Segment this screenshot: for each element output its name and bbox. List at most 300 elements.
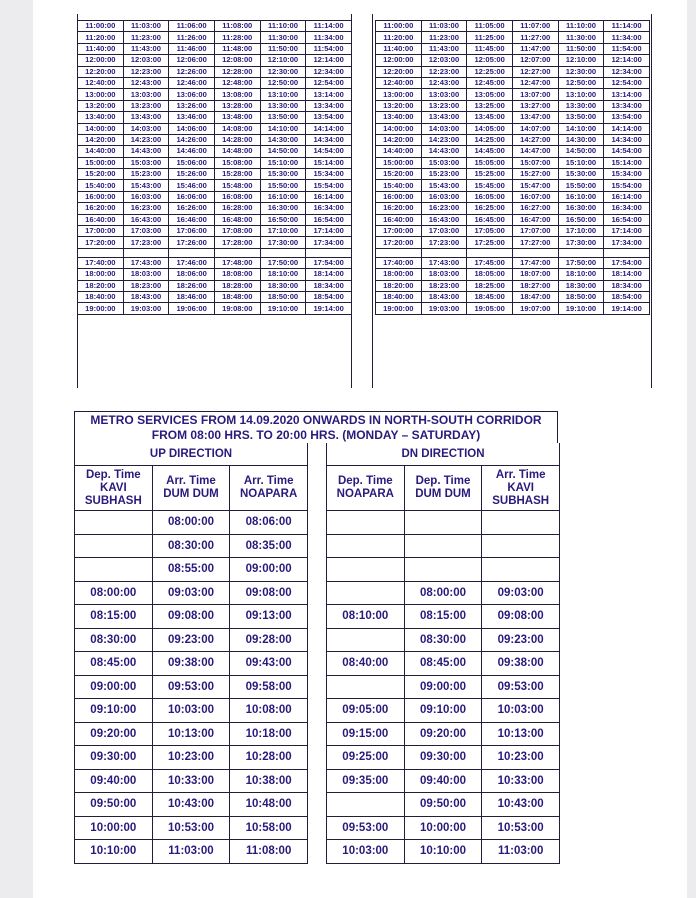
time-cell: 15:20:00 [78, 169, 124, 180]
table-row [327, 652, 560, 676]
time-cell: 14:10:00 [558, 123, 604, 134]
time-cell [404, 558, 482, 582]
table-row [376, 123, 650, 134]
time-cell: 11:23:00 [123, 32, 169, 43]
time-cell: 13:23:00 [421, 100, 467, 111]
time-cell: 17:06:00 [169, 226, 215, 237]
time-cell: 12:54:00 [306, 77, 352, 88]
time-cell: 17:34:00 [604, 237, 650, 248]
table-row [78, 66, 352, 77]
table-row [327, 699, 560, 723]
table-row [78, 291, 352, 302]
time-cell: 14:00:00 [376, 123, 422, 134]
time-cell: 17:20:00 [78, 237, 124, 248]
time-cell: 09:08:00 [152, 605, 230, 629]
time-cell: 14:00:00 [78, 123, 124, 134]
time-cell: 11:50:00 [260, 43, 306, 54]
time-cell: 09:00:00 [75, 675, 153, 699]
table-row [78, 214, 352, 225]
time-cell: 12:03:00 [123, 55, 169, 66]
time-cell: 19:00:00 [376, 303, 422, 314]
timetable-left-block [77, 20, 352, 315]
table-row [78, 269, 352, 280]
time-cell [214, 248, 260, 257]
time-cell: 09:50:00 [75, 793, 153, 817]
column-header [230, 466, 308, 511]
time-cell: 15:34:00 [604, 169, 650, 180]
time-cell: 10:03:00 [482, 699, 560, 723]
time-cell: 11:45:00 [467, 43, 513, 54]
table-row [327, 769, 560, 793]
time-cell [558, 248, 604, 257]
time-cell: 16:20:00 [78, 203, 124, 214]
table-row [75, 558, 308, 582]
time-cell: 17:27:00 [512, 237, 558, 248]
time-cell: 14:06:00 [169, 123, 215, 134]
table-row [75, 652, 308, 676]
table-row [376, 55, 650, 66]
table-row [78, 32, 352, 43]
time-cell: 09:38:00 [482, 652, 560, 676]
time-cell: 15:06:00 [169, 157, 215, 168]
table-row [75, 840, 308, 864]
time-cell: 15:54:00 [306, 180, 352, 191]
table-row [75, 769, 308, 793]
table-row [376, 89, 650, 100]
time-cell: 09:20:00 [404, 722, 482, 746]
time-cell: 12:30:00 [558, 66, 604, 77]
time-cell: 10:03:00 [327, 840, 405, 864]
time-cell: 15:26:00 [169, 169, 215, 180]
time-cell: 18:40:00 [376, 291, 422, 302]
time-cell: 18:07:00 [512, 269, 558, 280]
time-cell: 18:40:00 [78, 291, 124, 302]
time-cell: 11:54:00 [306, 43, 352, 54]
time-cell: 13:50:00 [260, 112, 306, 123]
time-cell: 15:23:00 [123, 169, 169, 180]
time-cell: 15:40:00 [78, 180, 124, 191]
time-cell: 09:50:00 [404, 793, 482, 817]
time-cell: 18:08:00 [214, 269, 260, 280]
time-cell: 18:14:00 [306, 269, 352, 280]
time-cell: 12:14:00 [306, 55, 352, 66]
time-cell: 09:08:00 [230, 581, 308, 605]
time-cell: 16:40:00 [376, 214, 422, 225]
time-cell: 13:14:00 [604, 89, 650, 100]
time-cell: 18:50:00 [558, 291, 604, 302]
time-cell: 17:20:00 [376, 237, 422, 248]
time-cell: 15:10:00 [260, 157, 306, 168]
time-cell: 12:46:00 [169, 77, 215, 88]
up-direction-label: UP DIRECTION [74, 443, 308, 465]
time-cell: 08:35:00 [230, 534, 308, 558]
table-row [75, 746, 308, 770]
time-cell: 15:00:00 [78, 157, 124, 168]
time-cell: 13:47:00 [512, 112, 558, 123]
time-cell: 13:30:00 [260, 100, 306, 111]
right-block-border [372, 14, 373, 388]
time-cell: 11:14:00 [604, 21, 650, 32]
time-cell: 13:06:00 [169, 89, 215, 100]
time-cell: 17:23:00 [421, 237, 467, 248]
column-header-line: KAVI [507, 481, 534, 494]
table-row [327, 511, 560, 535]
time-cell: 17:03:00 [123, 226, 169, 237]
time-cell: 12:06:00 [169, 55, 215, 66]
time-cell: 11:25:00 [467, 32, 513, 43]
table-row [376, 191, 650, 202]
time-cell: 08:45:00 [75, 652, 153, 676]
time-cell: 16:45:00 [467, 214, 513, 225]
time-cell: 15:10:00 [558, 157, 604, 168]
table-row [78, 191, 352, 202]
time-cell: 08:00:00 [404, 581, 482, 605]
time-cell: 17:50:00 [558, 257, 604, 268]
table-row [78, 303, 352, 314]
time-cell: 17:43:00 [421, 257, 467, 268]
time-cell: 15:25:00 [467, 169, 513, 180]
time-cell: 12:34:00 [306, 66, 352, 77]
time-cell: 17:47:00 [512, 257, 558, 268]
time-cell: 12:10:00 [260, 55, 306, 66]
time-cell: 12:00:00 [78, 55, 124, 66]
table-row [376, 32, 650, 43]
time-cell [512, 248, 558, 257]
time-cell: 16:43:00 [421, 214, 467, 225]
column-header-line: Dep. Time [415, 475, 471, 487]
time-cell: 14:23:00 [123, 134, 169, 145]
time-cell: 09:00:00 [230, 558, 308, 582]
column-header-line: NOAPARA [240, 488, 298, 500]
time-cell [482, 511, 560, 535]
time-cell: 13:40:00 [78, 112, 124, 123]
time-cell: 14:54:00 [604, 146, 650, 157]
table-row [376, 157, 650, 168]
time-cell: 08:30:00 [152, 534, 230, 558]
time-cell: 13:08:00 [214, 89, 260, 100]
time-cell: 18:43:00 [421, 291, 467, 302]
time-cell: 15:03:00 [123, 157, 169, 168]
time-cell: 17:00:00 [78, 226, 124, 237]
time-cell: 09:03:00 [482, 581, 560, 605]
time-cell: 18:23:00 [123, 280, 169, 291]
time-cell: 13:10:00 [260, 89, 306, 100]
time-cell: 16:23:00 [421, 203, 467, 214]
time-cell: 17:14:00 [604, 226, 650, 237]
time-cell: 14:30:00 [558, 134, 604, 145]
time-cell: 14:45:00 [467, 146, 513, 157]
time-cell: 13:54:00 [306, 112, 352, 123]
time-cell: 15:14:00 [604, 157, 650, 168]
time-cell: 18:34:00 [604, 280, 650, 291]
time-cell: 15:45:00 [467, 180, 513, 191]
time-cell: 15:27:00 [512, 169, 558, 180]
time-cell: 12:40:00 [78, 77, 124, 88]
time-cell: 09:10:00 [404, 699, 482, 723]
time-cell: 14:50:00 [558, 146, 604, 157]
column-header [152, 466, 230, 511]
time-cell: 14:26:00 [169, 134, 215, 145]
column-header-line: Dep. Time [337, 475, 393, 487]
time-cell: 10:48:00 [230, 793, 308, 817]
time-cell: 11:28:00 [214, 32, 260, 43]
time-cell: 14:05:00 [467, 123, 513, 134]
time-cell: 13:50:00 [558, 112, 604, 123]
time-cell: 16:50:00 [260, 214, 306, 225]
time-cell: 16:54:00 [604, 214, 650, 225]
time-cell: 16:20:00 [376, 203, 422, 214]
time-cell: 14:54:00 [306, 146, 352, 157]
time-cell: 12:25:00 [467, 66, 513, 77]
time-cell: 08:40:00 [327, 652, 405, 676]
table-row [75, 793, 308, 817]
time-cell: 14:40:00 [376, 146, 422, 157]
time-cell [327, 581, 405, 605]
time-cell: 13:43:00 [421, 112, 467, 123]
time-cell: 12:50:00 [260, 77, 306, 88]
time-cell: 19:05:00 [467, 303, 513, 314]
time-cell: 12:34:00 [604, 66, 650, 77]
time-cell: 10:00:00 [404, 816, 482, 840]
time-cell: 17:43:00 [123, 257, 169, 268]
column-header-line: SUBHASH [84, 494, 142, 507]
time-cell: 17:26:00 [169, 237, 215, 248]
time-cell: 12:48:00 [214, 77, 260, 88]
time-cell: 15:50:00 [260, 180, 306, 191]
time-cell: 14:40:00 [78, 146, 124, 157]
time-cell: 13:07:00 [512, 89, 558, 100]
time-cell: 14:46:00 [169, 146, 215, 157]
time-cell: 10:08:00 [230, 699, 308, 723]
time-cell: 13:48:00 [214, 112, 260, 123]
time-cell: 16:46:00 [169, 214, 215, 225]
left-block-border [77, 14, 78, 388]
table-row [376, 269, 650, 280]
time-cell: 19:03:00 [123, 303, 169, 314]
column-header [404, 466, 482, 511]
time-cell: 09:40:00 [75, 769, 153, 793]
table-row [376, 248, 650, 257]
time-cell: 15:43:00 [421, 180, 467, 191]
time-cell [482, 534, 560, 558]
time-cell: 17:28:00 [214, 237, 260, 248]
time-cell: 12:40:00 [376, 77, 422, 88]
time-cell: 17:05:00 [467, 226, 513, 237]
table-row [78, 226, 352, 237]
time-cell: 16:30:00 [260, 203, 306, 214]
time-cell: 18:48:00 [214, 291, 260, 302]
time-cell: 16:50:00 [558, 214, 604, 225]
time-cell: 17:23:00 [123, 237, 169, 248]
time-cell: 16:48:00 [214, 214, 260, 225]
time-cell [604, 248, 650, 257]
time-cell: 17:45:00 [467, 257, 513, 268]
time-cell: 16:23:00 [123, 203, 169, 214]
time-cell: 17:10:00 [260, 226, 306, 237]
time-cell: 17:40:00 [78, 257, 124, 268]
time-cell: 11:06:00 [169, 21, 215, 32]
table-row [376, 77, 650, 88]
table-row [75, 534, 308, 558]
time-cell: 18:20:00 [78, 280, 124, 291]
time-cell: 11:50:00 [558, 43, 604, 54]
time-cell [75, 511, 153, 535]
time-cell: 12:45:00 [467, 77, 513, 88]
time-cell: 18:54:00 [604, 291, 650, 302]
header-line2: FROM 08:00 HRS. TO 20:00 HRS. (MONDAY – SATURDAY) [151, 428, 481, 442]
time-cell: 17:40:00 [376, 257, 422, 268]
time-cell: 17:30:00 [558, 237, 604, 248]
time-cell: 15:20:00 [376, 169, 422, 180]
table-row [75, 722, 308, 746]
time-cell: 16:00:00 [376, 191, 422, 202]
time-cell: 18:46:00 [169, 291, 215, 302]
time-cell: 15:40:00 [376, 180, 422, 191]
time-cell: 14:30:00 [260, 134, 306, 145]
time-cell: 14:08:00 [214, 123, 260, 134]
time-cell: 18:28:00 [214, 280, 260, 291]
time-cell: 11:46:00 [169, 43, 215, 54]
time-cell: 14:34:00 [604, 134, 650, 145]
time-cell: 11:34:00 [604, 32, 650, 43]
table-row [78, 134, 352, 145]
time-cell: 18:03:00 [421, 269, 467, 280]
time-cell: 09:23:00 [482, 628, 560, 652]
time-cell: 15:08:00 [214, 157, 260, 168]
column-header-line: Dep. Time [85, 468, 141, 481]
time-cell: 13:20:00 [376, 100, 422, 111]
column-header-line: NOAPARA [336, 488, 394, 500]
time-cell: 11:30:00 [558, 32, 604, 43]
time-cell: 11:05:00 [467, 21, 513, 32]
time-cell: 13:00:00 [376, 89, 422, 100]
table-row [78, 157, 352, 168]
time-cell: 18:14:00 [604, 269, 650, 280]
time-cell: 10:13:00 [152, 722, 230, 746]
time-cell: 19:14:00 [604, 303, 650, 314]
table-row [75, 511, 308, 535]
time-cell [327, 558, 405, 582]
table-row [376, 214, 650, 225]
time-cell: 09:25:00 [327, 746, 405, 770]
right-block-border [651, 14, 652, 388]
time-cell: 10:53:00 [482, 816, 560, 840]
time-cell [327, 534, 405, 558]
table-row [78, 203, 352, 214]
time-cell: 11:00:00 [376, 21, 422, 32]
time-cell: 11:30:00 [260, 32, 306, 43]
time-cell: 09:40:00 [404, 769, 482, 793]
time-cell: 17:07:00 [512, 226, 558, 237]
table-row [376, 112, 650, 123]
time-cell: 09:08:00 [482, 605, 560, 629]
table-row [327, 840, 560, 864]
time-cell: 11:27:00 [512, 32, 558, 43]
time-cell: 17:46:00 [169, 257, 215, 268]
table-row [376, 134, 650, 145]
time-cell: 16:14:00 [306, 191, 352, 202]
table-row [78, 43, 352, 54]
table-row [327, 605, 560, 629]
time-cell: 16:54:00 [306, 214, 352, 225]
table-row [78, 237, 352, 248]
time-cell: 08:10:00 [327, 605, 405, 629]
time-cell: 12:26:00 [169, 66, 215, 77]
time-cell: 09:53:00 [152, 675, 230, 699]
table-row [75, 816, 308, 840]
table-row [78, 248, 352, 257]
time-cell: 10:03:00 [152, 699, 230, 723]
time-cell: 16:06:00 [169, 191, 215, 202]
time-cell: 15:50:00 [558, 180, 604, 191]
time-cell: 10:10:00 [404, 840, 482, 864]
time-cell: 09:20:00 [75, 722, 153, 746]
time-cell: 18:54:00 [306, 291, 352, 302]
time-cell: 17:34:00 [306, 237, 352, 248]
time-cell: 18:30:00 [260, 280, 306, 291]
time-cell: 18:00:00 [376, 269, 422, 280]
time-cell [123, 248, 169, 257]
table-row [327, 675, 560, 699]
time-cell: 16:03:00 [123, 191, 169, 202]
time-cell: 16:25:00 [467, 203, 513, 214]
time-cell: 09:53:00 [327, 816, 405, 840]
time-cell: 19:06:00 [169, 303, 215, 314]
time-cell: 08:15:00 [75, 605, 153, 629]
column-header-line: SUBHASH [492, 494, 550, 507]
time-cell: 08:00:00 [152, 511, 230, 535]
time-cell: 13:28:00 [214, 100, 260, 111]
time-cell: 17:30:00 [260, 237, 306, 248]
table-row [78, 169, 352, 180]
time-cell: 11:03:00 [482, 840, 560, 864]
time-cell [327, 793, 405, 817]
time-cell: 11:47:00 [512, 43, 558, 54]
time-cell: 10:13:00 [482, 722, 560, 746]
time-cell: 09:00:00 [404, 675, 482, 699]
time-cell: 12:23:00 [421, 66, 467, 77]
column-header [327, 466, 405, 511]
time-cell: 10:23:00 [152, 746, 230, 770]
time-cell: 15:34:00 [306, 169, 352, 180]
time-cell: 15:14:00 [306, 157, 352, 168]
time-cell: 10:33:00 [482, 769, 560, 793]
table-row [78, 112, 352, 123]
time-cell [260, 248, 306, 257]
time-cell: 12:07:00 [512, 55, 558, 66]
time-cell: 14:07:00 [512, 123, 558, 134]
time-cell: 09:10:00 [75, 699, 153, 723]
time-cell: 15:47:00 [512, 180, 558, 191]
table-row [376, 43, 650, 54]
time-cell: 12:47:00 [512, 77, 558, 88]
time-cell: 09:05:00 [327, 699, 405, 723]
time-cell: 14:20:00 [376, 134, 422, 145]
time-cell: 13:20:00 [78, 100, 124, 111]
table-row [75, 581, 308, 605]
dn-direction-table [326, 465, 560, 864]
dn-direction-label: DN DIRECTION [326, 443, 560, 465]
time-cell: 13:10:00 [558, 89, 604, 100]
time-cell: 11:14:00 [306, 21, 352, 32]
time-cell: 11:40:00 [78, 43, 124, 54]
time-cell: 16:26:00 [169, 203, 215, 214]
time-cell: 18:47:00 [512, 291, 558, 302]
time-cell: 13:00:00 [78, 89, 124, 100]
time-cell: 14:10:00 [260, 123, 306, 134]
time-cell: 15:00:00 [376, 157, 422, 168]
time-cell: 09:38:00 [152, 652, 230, 676]
